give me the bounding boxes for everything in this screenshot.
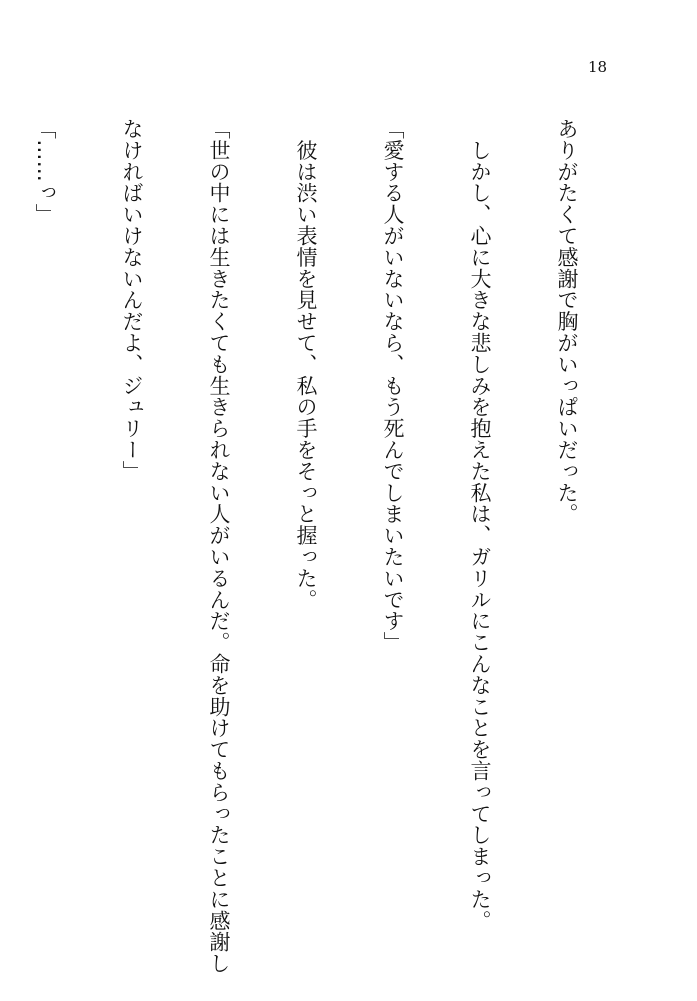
text-line: なければいけないんだよ、ジュリー」 [120, 118, 144, 482]
text-line: 「愛する人がいないなら、もう死んでしまいたいです」 [381, 118, 405, 653]
text-line: 「世の中には生きたくても生きられない人がいるんだ。命を助けてもらったことに感謝し [207, 118, 231, 974]
text-line: 「……っ」 [33, 118, 57, 225]
vertical-body-text [0, 118, 639, 974]
page-number: 18 [588, 58, 608, 76]
text-line: ありがたくて感謝で胸がいっぱいだった。 [555, 118, 579, 525]
text-line: 彼は渋い表情を見せて、私の手をそっと握った。 [294, 118, 318, 611]
text-line: しかし、心に大きな悲しみを抱えた私は、ガリルにこんなことを言ってしまった。 [468, 118, 492, 932]
